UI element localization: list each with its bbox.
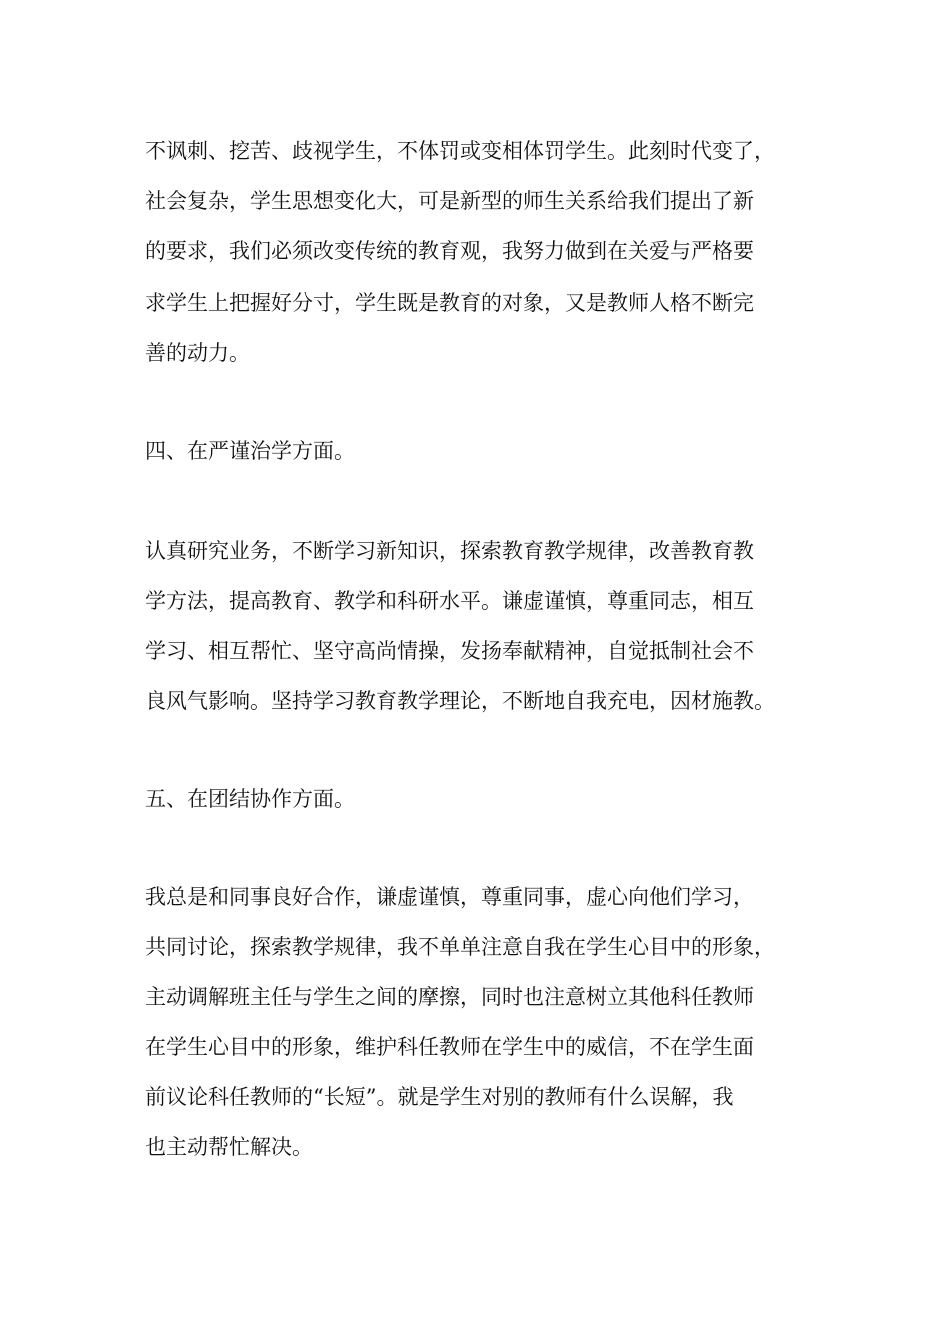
section-heading-scholarship: 四、在严谨治学方面。 xyxy=(145,439,355,463)
text-line: 学习、相互帮忙、坚守高尚情操，发扬奉献精神，自觉抵制社会不 xyxy=(145,639,754,663)
text-line: 求学生上把握好分寸，学生既是教育的对象，又是教师人格不断完 xyxy=(145,291,754,315)
text-line: 的要求，我们必须改变传统的教育观，我努力做到在关爱与严格要 xyxy=(145,239,754,263)
text-line: 也主动帮忙解决。 xyxy=(145,1135,313,1159)
text-line: 善的动力。 xyxy=(145,341,250,365)
text-line: 共同讨论，探索教学规律，我不单单注意自我在学生心目中的形象， xyxy=(145,935,775,959)
text-line: 不讽刺、挖苦、歧视学生，不体罚或变相体罚学生。此刻时代变了， xyxy=(145,139,775,163)
text-line: 学方法，提高教育、教学和科研水平。谦虚谨慎，尊重同志，相互 xyxy=(145,589,754,613)
text-line: 在学生心目中的形象，维护科任教师在学生中的威信，不在学生面 xyxy=(145,1035,754,1059)
text-line: 我总是和同事良好合作，谦虚谨慎，尊重同事，虚心向他们学习， xyxy=(145,885,754,909)
text-line: 社会复杂，学生思想变化大，可是新型的师生关系给我们提出了新 xyxy=(145,189,754,213)
text-line: 良风气影响。坚持学习教育教学理论，不断地自我充电，因材施教。 xyxy=(145,689,775,713)
section-heading-teamwork: 五、在团结协作方面。 xyxy=(145,787,355,811)
text-line: 认真研究业务，不断学习新知识，探索教育教学规律，改善教育教 xyxy=(145,539,754,563)
text-line: 前议论科任教师的“长短”。就是学生对别的教师有什么误解，我 xyxy=(145,1085,734,1109)
text-line: 主动调解班主任与学生之间的摩擦，同时也注意树立其他科任教师 xyxy=(145,985,754,1009)
